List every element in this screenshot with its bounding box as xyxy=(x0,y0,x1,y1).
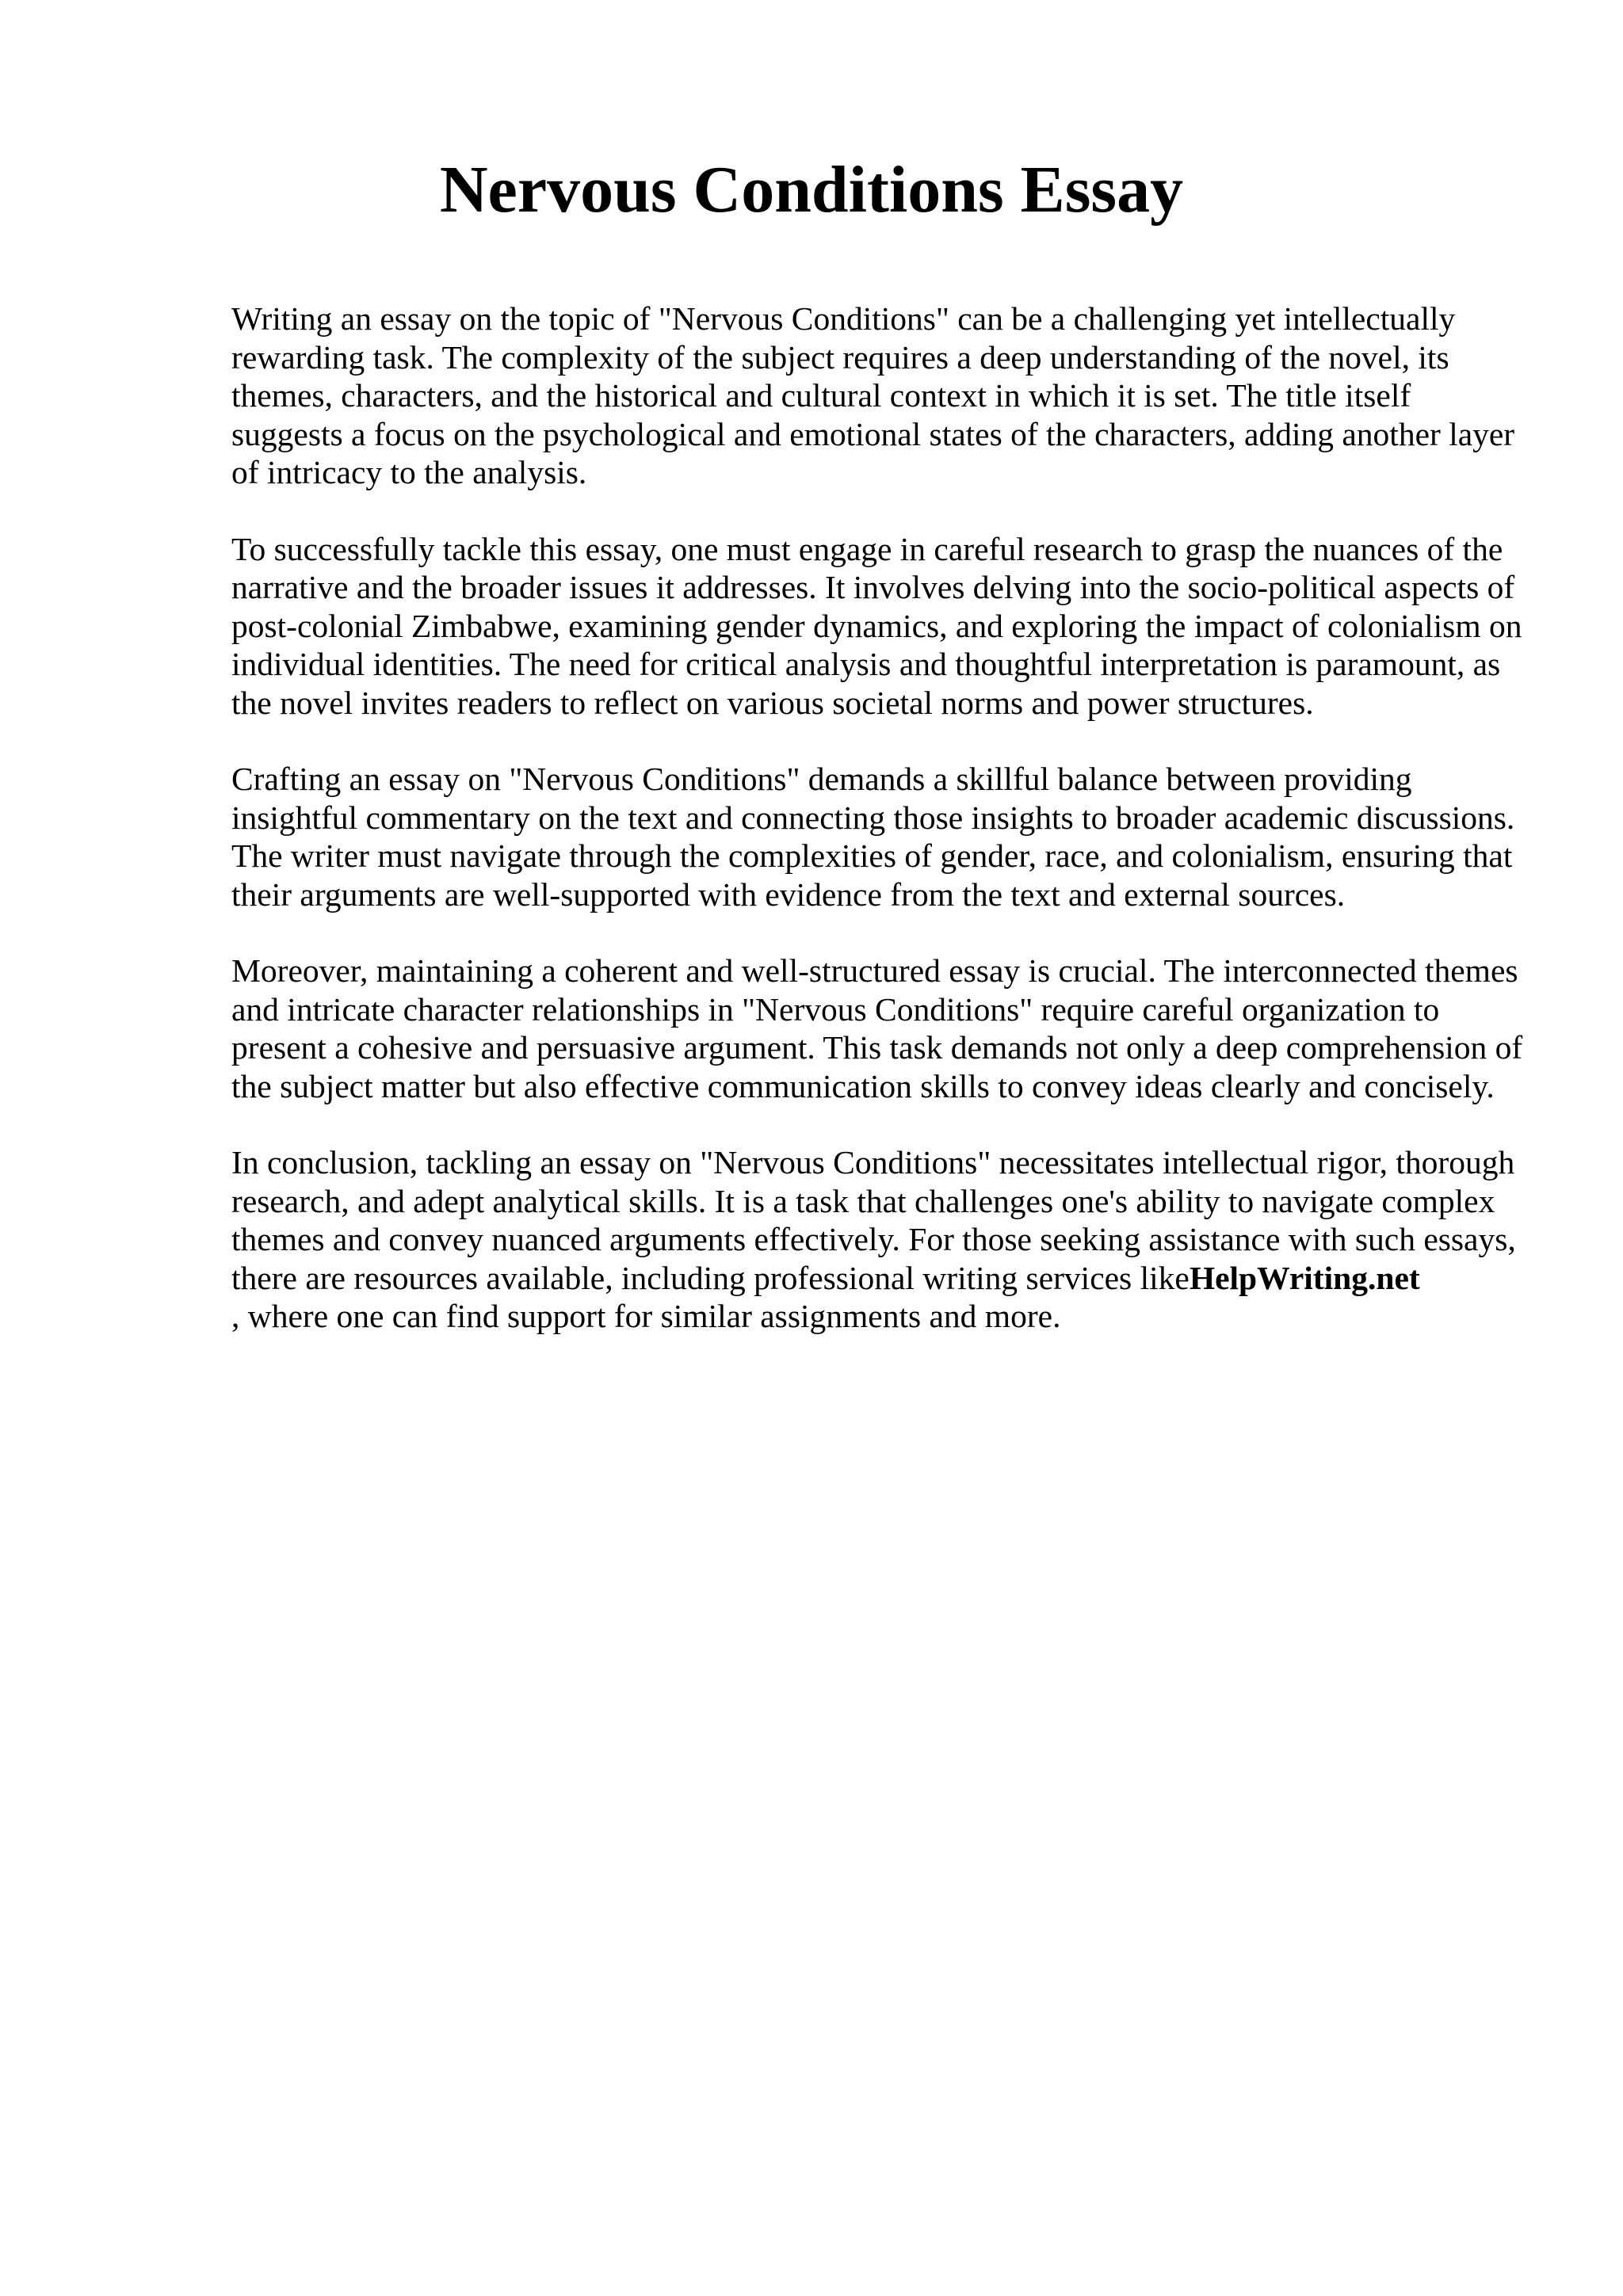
paragraph-conclusion xyxy=(231,1143,1523,1336)
conclusion-tail-text: , where one can find support for similar assignments and more. xyxy=(231,1298,1061,1334)
helpwriting-link[interactable]: HelpWriting.net xyxy=(1189,1259,1420,1296)
paragraph-research: To successfully tackle this essay, one must engage in careful research to grasp the nuances of the narrative and the broader issues it addresses. It involves delving into the socio-political aspects of post-colonial Zimbabwe, examining gender dynamics, and exploring the impact of colonialism on individual identities. The need for critical analysis and thoughtful interpretation is paramount, as the novel invites readers to reflect on various societal norms and power structures. xyxy=(231,530,1522,721)
document-body xyxy=(231,299,1523,1336)
conclusion-text: In conclusion, tackling an essay on "Nervous Conditions" necessitates intellectual rigor, thorough research, and adept analytical skills. It is a task that challenges one's ability to navigate complex themes and convey nuanced arguments effectively. For those seeking assistance with such essays, there are resources available, including professional writing services like xyxy=(231,1144,1516,1296)
paragraph-crafting: Crafting an essay on "Nervous Conditions" demands a skillful balance between providing insightful commentary on the text and connecting those insights to broader academic discussions. The writer must navigate through the complexities of gender, race, and colonialism, ensuring that their arguments are well-supported with evidence from the text and external sources. xyxy=(231,761,1515,913)
paragraph-structure: Moreover, maintaining a coherent and well-structured essay is crucial. The interconnected themes and intricate character relationships in "Nervous Conditions" require careful organization to present a cohesive and persuasive argument. This task demands not only a deep comprehension of the subject matter but also effective communication skills to convey ideas clearly and concisely. xyxy=(231,952,1523,1104)
paragraph-intro: Writing an essay on the topic of "Nervous Conditions" can be a challenging yet intellectually rewarding task. The complexity of the subject requires a deep understanding of the novel, its themes, characters, and the historical and cultural context in which it is set. The title itself suggests a focus on the psychological and emotional states of the characters, adding another layer of intricacy to the analysis. xyxy=(231,300,1515,490)
document-title: Nervous Conditions Essay xyxy=(439,153,1184,227)
